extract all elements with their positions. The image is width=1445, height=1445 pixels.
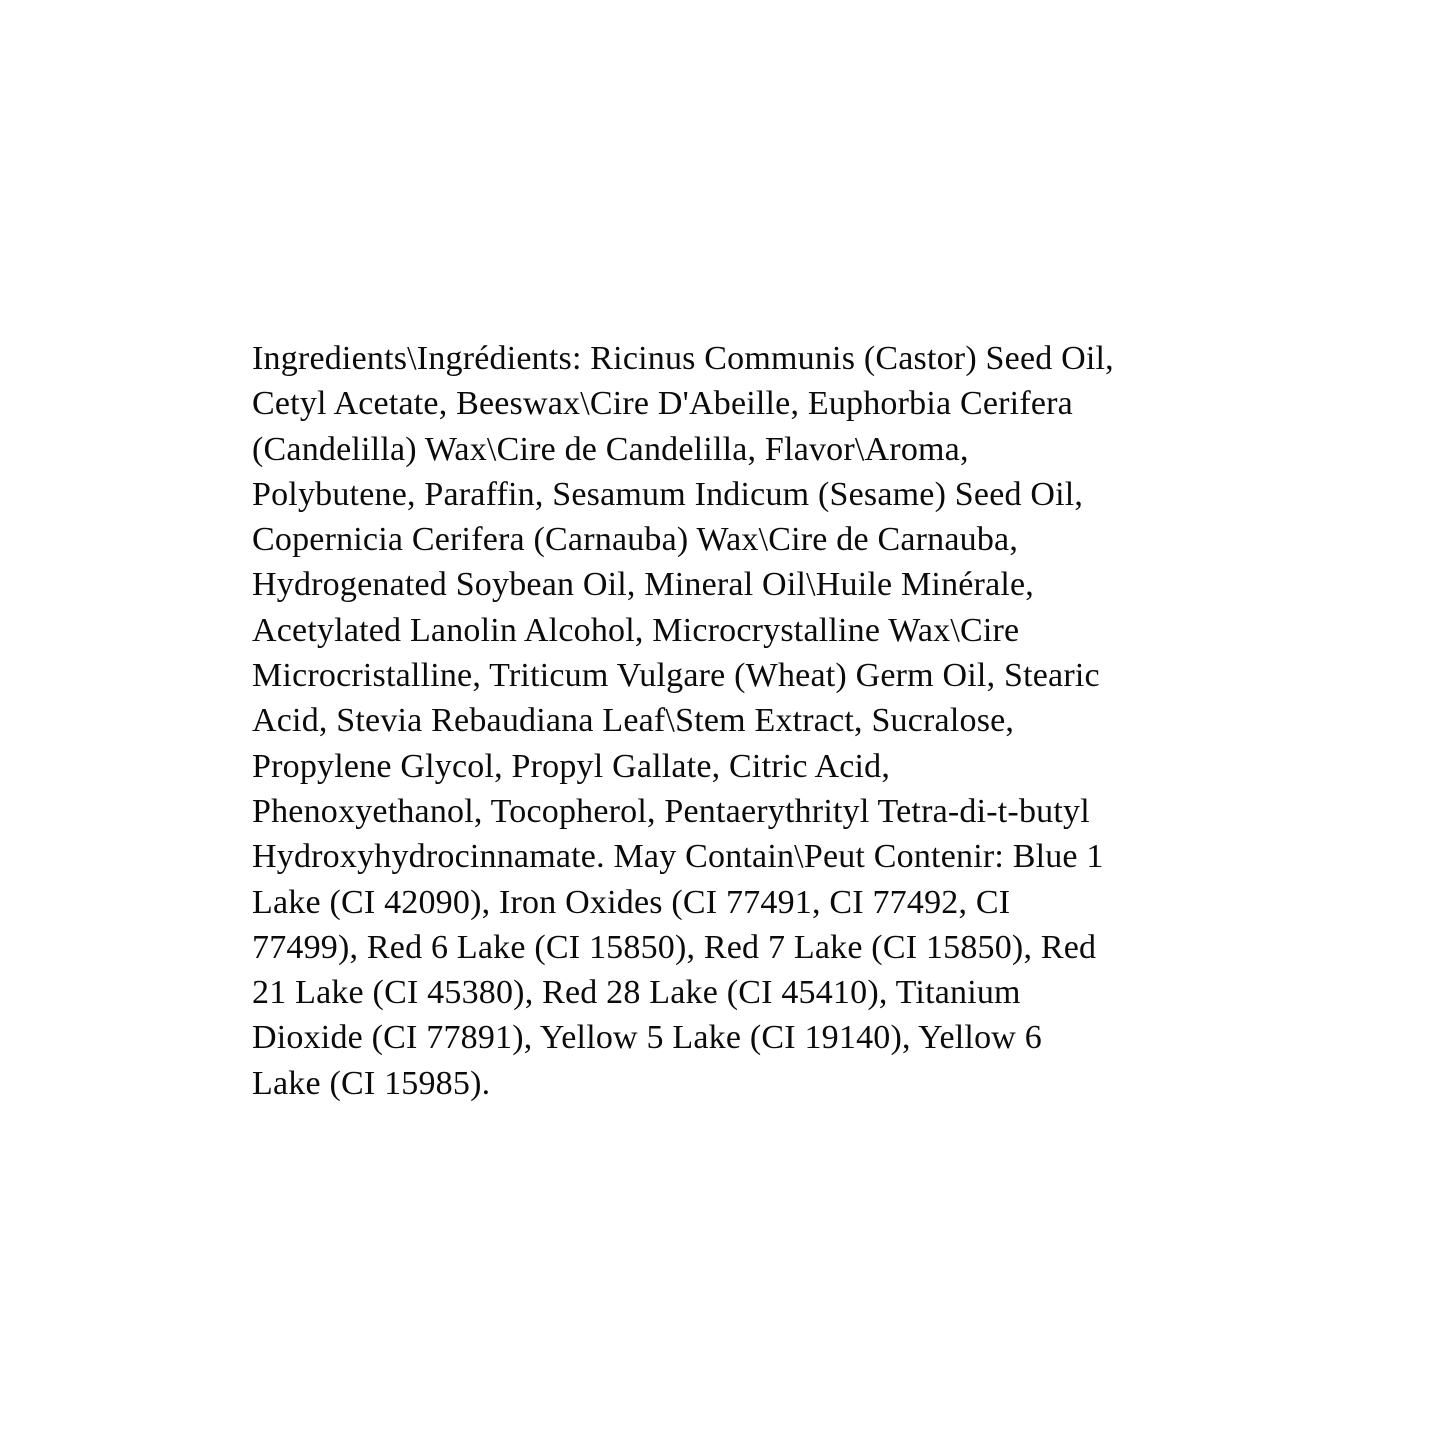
text-line: Acetylated Lanolin Alcohol, Microcrystalline Wax\Cire: [252, 611, 1020, 649]
text-line: Ingredients\Ingrédients: Ricinus Communis (Castor) Seed Oil,: [252, 340, 1114, 377]
text-line: Propylene Glycol, Propyl Gallate, Citric Acid,: [252, 747, 891, 785]
text-line: Polybutene, Paraffin, Sesamum Indicum (Sesame) Seed Oil,: [252, 475, 1084, 513]
text-line: Lake (CI 15985).: [252, 1064, 491, 1102]
text-line: 21 Lake (CI 45380), Red 28 Lake (CI 45410), Titanium: [252, 974, 1021, 1012]
text-line: Phenoxyethanol, Tocopherol, Pentaerythrityl Tetra-di-t-butyl: [252, 792, 1090, 830]
text-line: Hydroxyhydrocinnamate. May Contain\Peut Contenir: Blue 1: [252, 838, 1104, 876]
text-line: Microcristalline, Triticum Vulgare (Wheat) Germ Oil, Stearic: [252, 657, 1100, 695]
text-line: 77499), Red 6 Lake (CI 15850), Red 7 Lake (CI 15850), Red: [252, 928, 1097, 966]
text-line: Copernicia Cerifera (Carnauba) Wax\Cire de Carnauba,: [252, 521, 1019, 559]
text-line: (Candelilla) Wax\Cire de Candelilla, Flavor\Aroma,: [252, 430, 969, 468]
text-line: Lake (CI 42090), Iron Oxides (CI 77491, CI 77492, CI: [252, 883, 1011, 921]
ingredients-text-block: [252, 336, 1242, 1106]
text-line: Dioxide (CI 77891), Yellow 5 Lake (CI 19140), Yellow 6: [252, 1019, 1042, 1057]
text-line: Acid, Stevia Rebaudiana Leaf\Stem Extract, Sucralose,: [252, 702, 1015, 740]
text-line: Hydrogenated Soybean Oil, Mineral Oil\Huile Minérale,: [252, 566, 1035, 604]
text-line: Cetyl Acetate, Beeswax\Cire D'Abeille, Euphorbia Cerifera: [252, 385, 1073, 423]
